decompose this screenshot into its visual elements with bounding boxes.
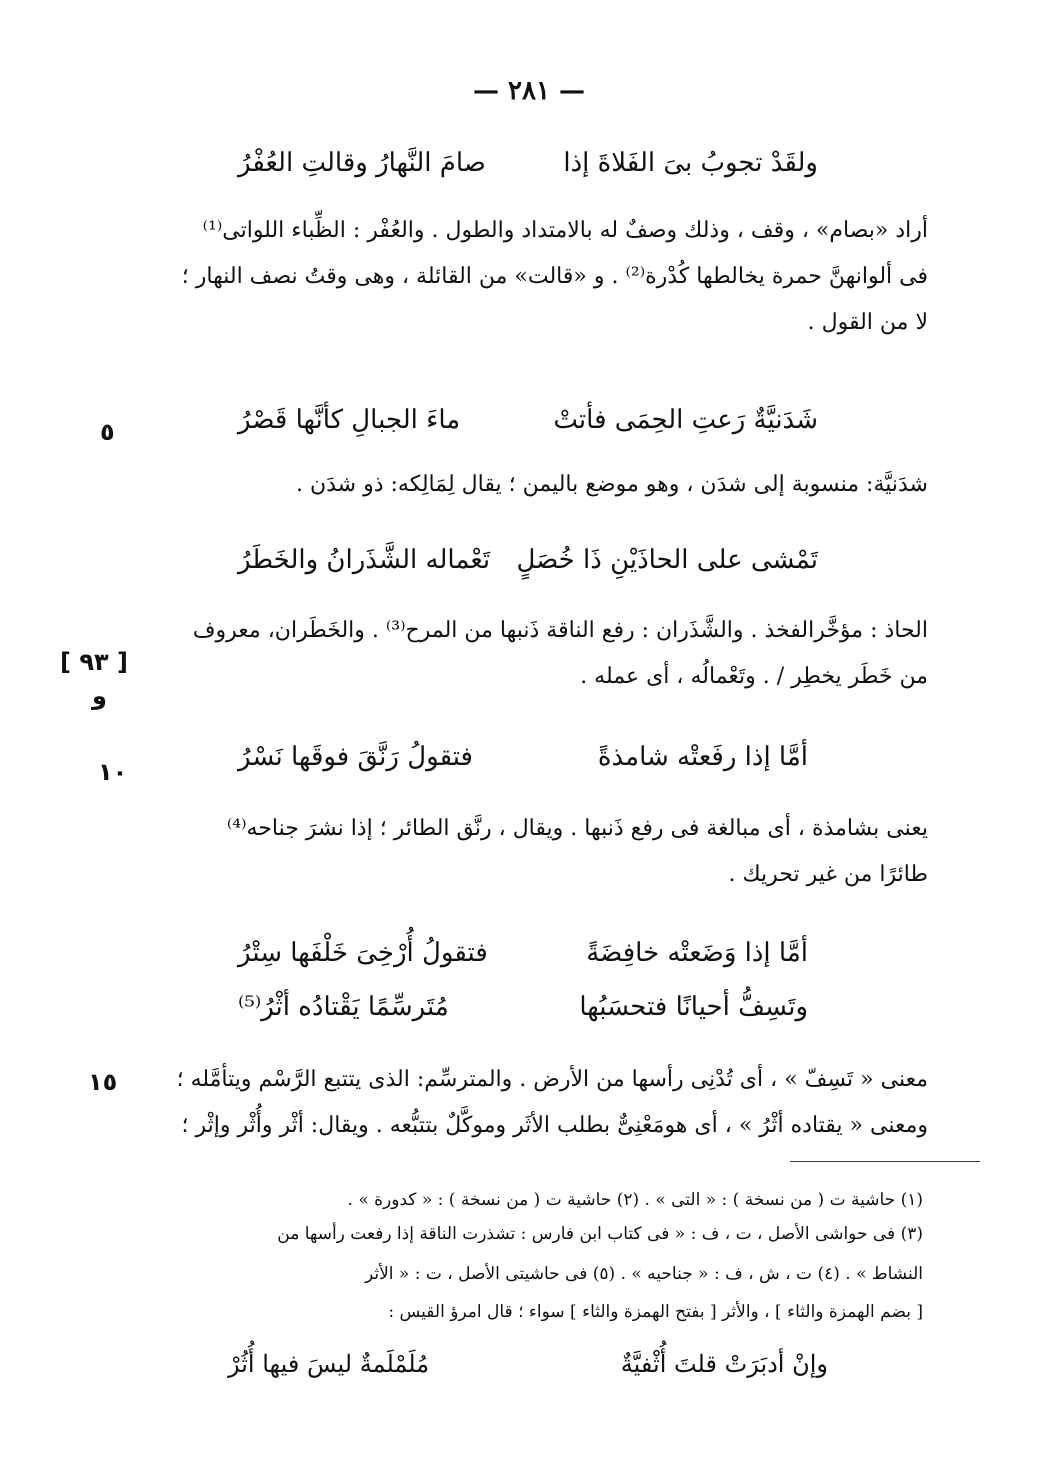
line-number-15: ١٥ (88, 1068, 118, 1096)
text-line: لا من القول . (807, 310, 928, 335)
verse-2-hemistich-1: شَدَنيَّةٌ رَعتِ الحِمَى فأتتْ (553, 405, 818, 435)
text-line: معنى « تَسِفّ » ، أى تُدْنِى رأسها من الأرض . والمترسِّم: الذى يتتبع الرَّسْم ويتأمَّله ؛ (176, 1067, 928, 1092)
verse-1 (238, 148, 818, 188)
text-line: أراد «بصام» ، وقف ، وذلك وصفٌ له بالامتداد والطول . والعُفْر : الظِّباء اللواتى⁽¹⁾ (202, 218, 928, 243)
commentary-5 (148, 1057, 928, 1149)
footnote-verse-hemistich-2: مُلَمْلَمةٌ ليسَ فيها أُثُرْ (228, 1350, 430, 1378)
verse-5-hemistich-1: أمَّا إذا وَضَعتْه خافِضَةً (586, 938, 808, 968)
verse-4 (238, 742, 808, 782)
footnote-line: النشاط » . (٤) ت ، ش ، ف : « جناحيه » . (٥) فى حاشيتى الأصل ، ت : « الأثر (364, 1264, 923, 1284)
footnote-line: (٣) فى حواشى الأصل ، ت ، ف : « فى كتاب ابن فارس : تشذرت الناقة إذا رفعت رأسها من (277, 1224, 923, 1244)
verse-3-hemistich-2: تَعْماله الشَّذَرانُ والخَطَرُ (238, 545, 491, 575)
line-number-5: ٥ (100, 418, 115, 446)
text-line: يعنى بشامذة ، أى مبالغة فى رفع ذَنبها . ويقال ، رنَّق الطائر ؛ إذا نشرَ جناحه⁽⁴⁾ (226, 816, 928, 841)
verse-2-hemistich-2: ماءَ الجبالِ كأنَّها قَصْرُ (238, 405, 461, 435)
text-line: الحاذ : مؤخَّرالفخذ . والشَّذَران : رفع الناقة ذَنبها من المرح⁽³⁾ . والخَطَران، معروف (192, 618, 928, 643)
text-line: شدَنيَّة: منسوبة إلى شدَن ، وهو موضع باليمن ؛ يقال لِمَالِكه: ذو شدَن . (295, 472, 928, 497)
folio-side: و (92, 682, 107, 710)
verse-6-hemistich-2: مُتَرسِّمًا يَقْتادُه أثْرُ⁽⁵⁾ (238, 992, 449, 1022)
verse-3-hemistich-1: تَمْشى على الحاذَيْنِ ذَا خُصَلٍ (516, 545, 818, 575)
footnote-line: (١) حاشية ت ( من نسخة ) : « التى » . (٢) حاشية ت ( من نسخة ) : « كدورة » . (347, 1190, 923, 1210)
page-number: — ٢٨١ — (472, 76, 586, 106)
text-line: ومعنى « يقتاده أثْرُ » ، أى هومَعْنِىٌّ بطلب الأثَر وموكَّلٌ بتتبُّعه . ويقال: أثْر وأُثْر وإثْر ؛ (181, 1113, 928, 1138)
verse-6 (238, 992, 808, 1032)
footnote-separator (790, 1161, 980, 1162)
footnote-verse-hemistich-1: وإنْ أدبَرَتْ قلتَ أُثْفيَّةٌ (620, 1350, 828, 1378)
text-line: من خَطَر يخطِر / . وتَعْمالُه ، أى عمله . (580, 664, 928, 689)
commentary-2 (148, 462, 928, 508)
verse-3 (238, 545, 818, 585)
verse-1-hemistich-1: ولقَدْ تجوبُ بىَ الفَلاةَ إذا (563, 148, 818, 178)
footnote-verse (228, 1350, 828, 1390)
commentary-4 (148, 806, 928, 898)
verse-4-hemistich-2: فتقولُ رَنَّقَ فوقَها نَسْرُ (238, 742, 473, 772)
folio-marker: [ ٩٣ ] (60, 648, 128, 676)
verse-1-hemistich-2: صامَ النَّهارُ وقالتِ العُفْرُ (238, 148, 486, 178)
verse-6-hemistich-1: وتَسِفُّ أحيانًا فتحسَبُها (579, 992, 808, 1022)
commentary-3 (148, 608, 928, 700)
text-line: فى ألوانهنَّ حمرة يخالطها كُدْرة⁽²⁾ . و «قالت» من القائلة ، وهى وقتُ نصف النهار ؛ (181, 264, 928, 289)
commentary-1 (148, 208, 928, 346)
line-number-10: ١٠ (98, 758, 128, 786)
footnote-line: [ بضم الهمزة والثاء ] ، والأثر [ بفتح الهمزة والثاء ] سواء ؛ قال امرؤ القيس : (388, 1302, 923, 1322)
verse-4-hemistich-1: أمَّا إذا رفَعتْه شامذةً (597, 742, 808, 772)
text-line: طائرًا من غير تحريك . (728, 862, 928, 887)
verse-5 (238, 938, 808, 978)
verse-5-hemistich-2: فتقولُ أُرْخِىَ خَلْفَها سِتْرُ (238, 938, 488, 968)
verse-2 (238, 405, 818, 445)
